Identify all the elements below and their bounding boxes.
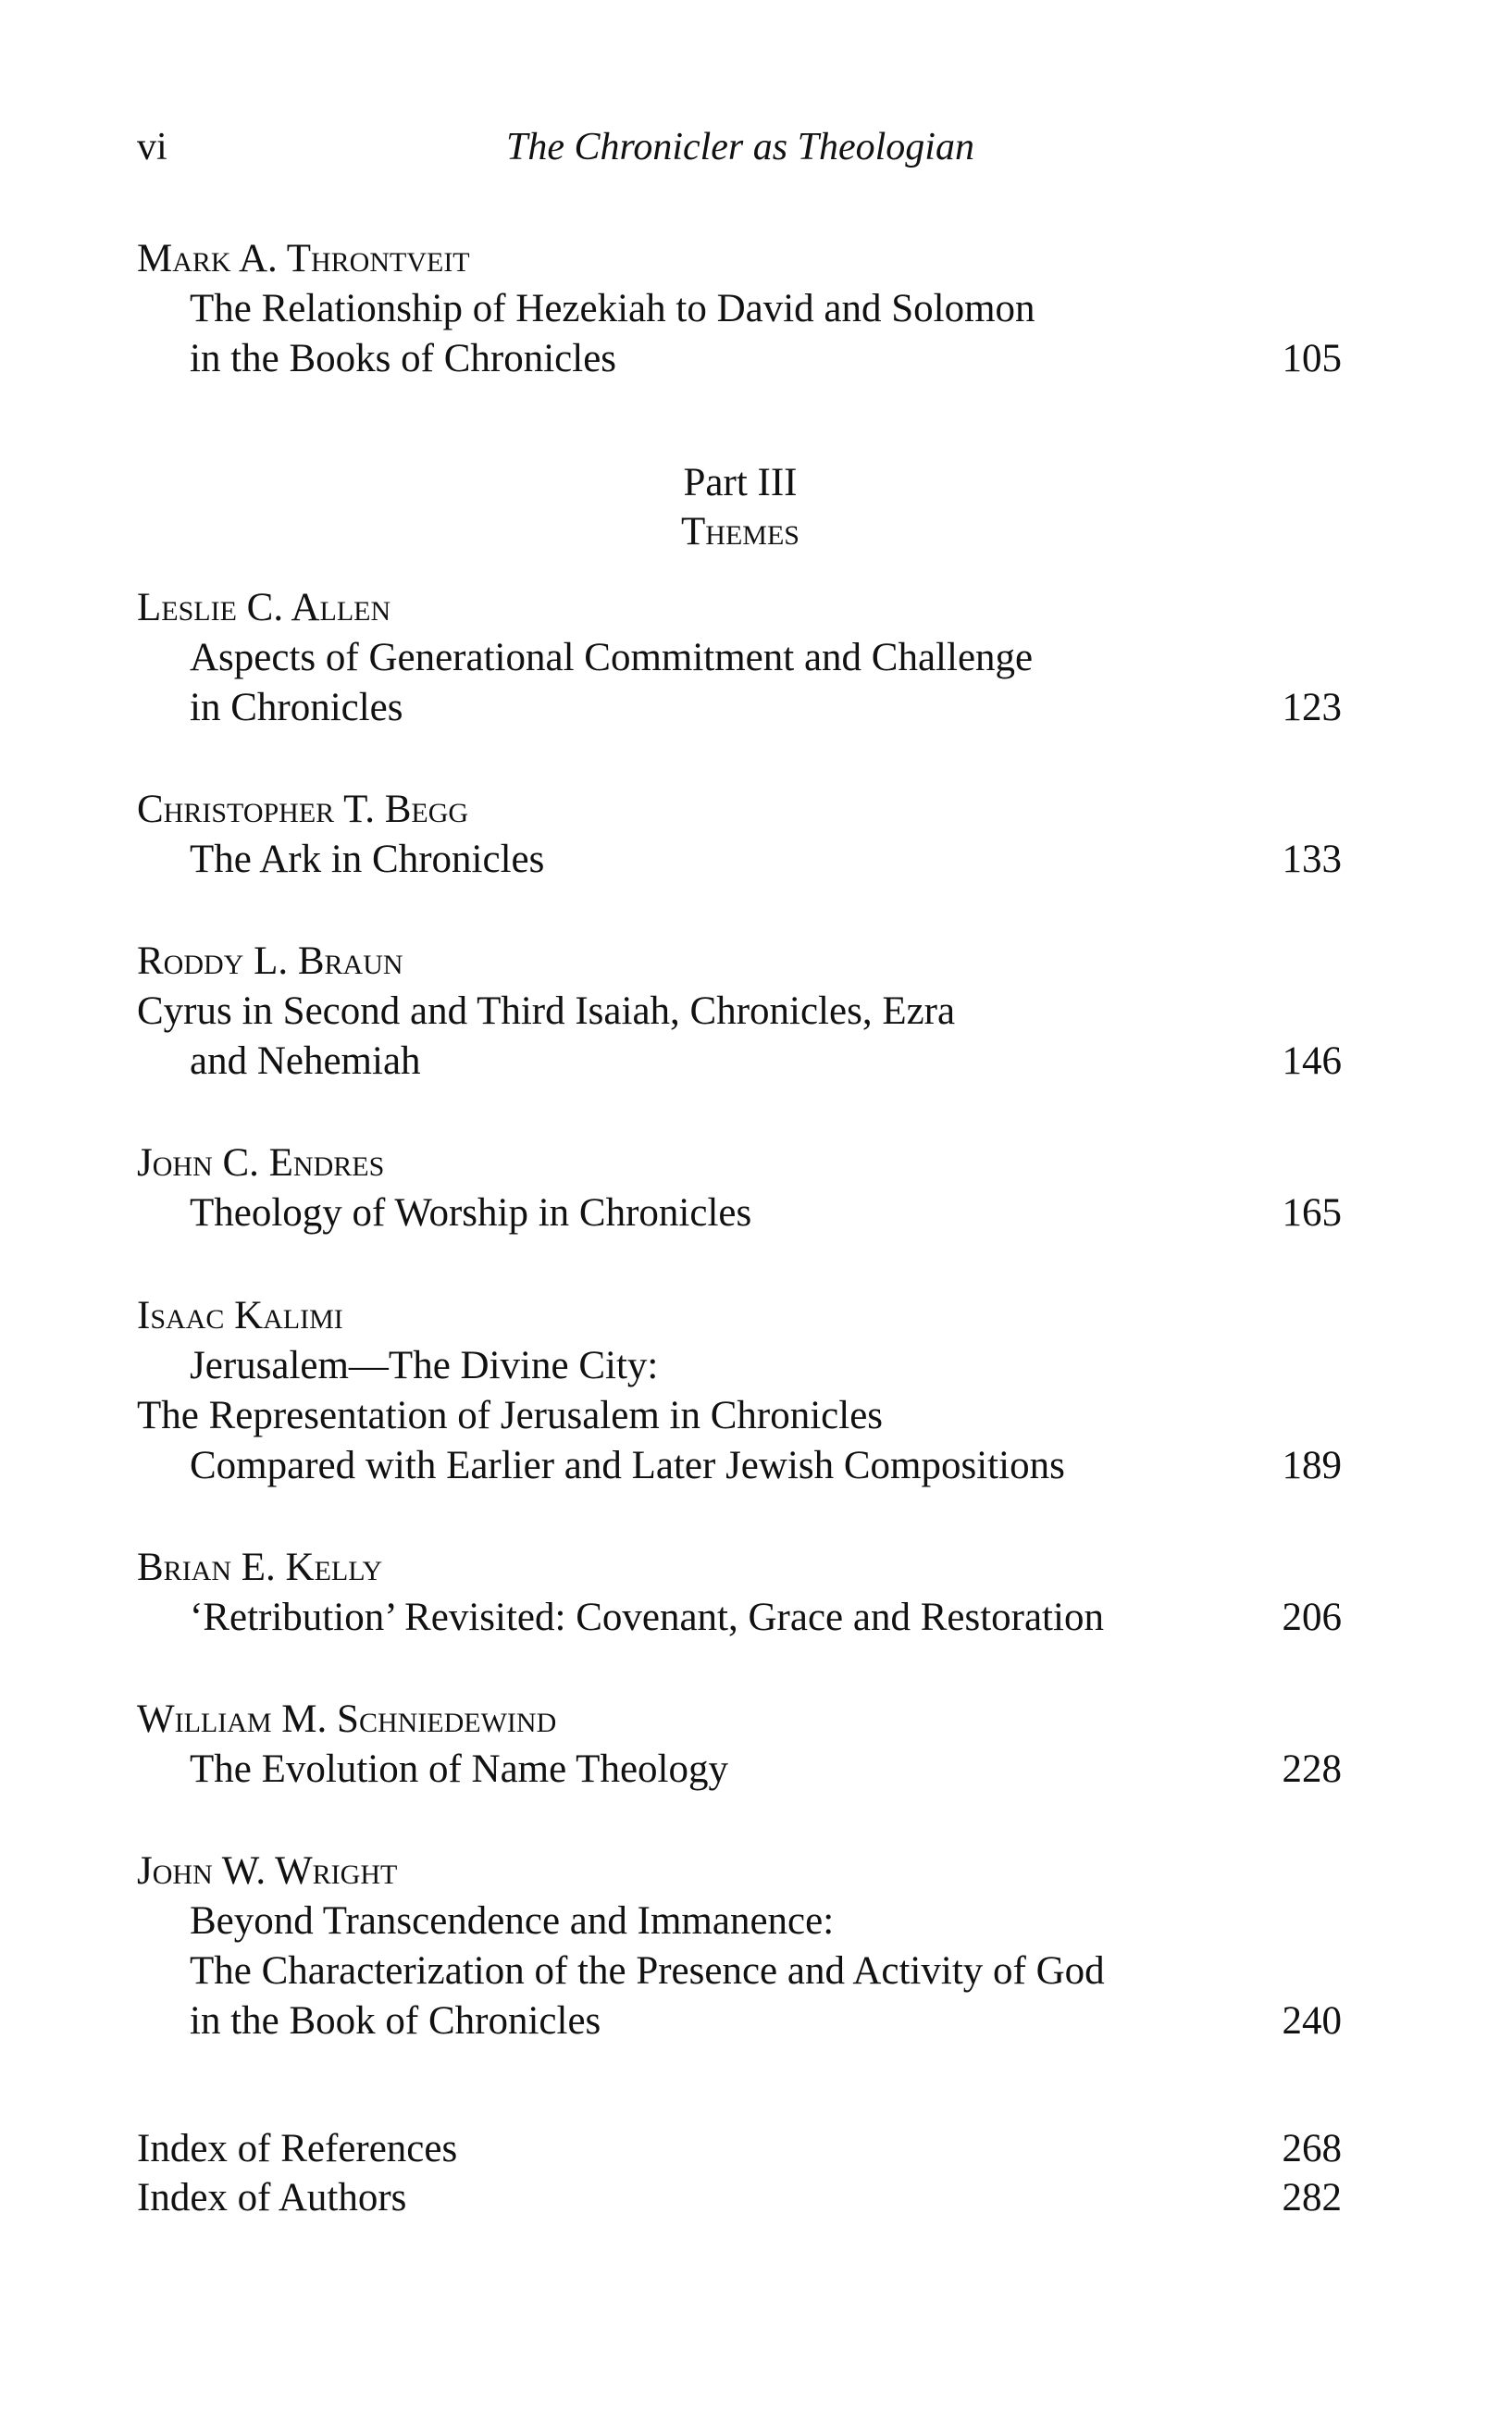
toc-title-kalimi-line2: The Representation of Jerusalem in Chronicles: [137, 1394, 884, 1437]
toc-title-wright-line3: in the Book of Chronicles: [190, 1999, 601, 2043]
toc-index-references: Index of References: [137, 2127, 458, 2170]
toc-title-begg-line1: The Ark in Chronicles: [190, 838, 545, 881]
running-head-title: The Chronicler as Theologian: [506, 126, 974, 168]
toc-index-authors: Index of Authors: [137, 2176, 407, 2219]
toc-title-allen-line2: in Chronicles: [190, 686, 403, 729]
toc-title-wright-line1: Beyond Transcendence and Immanence:: [190, 1899, 835, 1943]
toc-author-begg: Christopher T. Begg: [137, 788, 469, 831]
toc-title-kalimi-line1: Jerusalem—The Divine City:: [190, 1344, 659, 1387]
toc-page-braun: 146: [1282, 1039, 1342, 1083]
toc-author-kelly: Brian E. Kelly: [137, 1546, 383, 1589]
toc-page-index-references: 268: [1282, 2127, 1342, 2170]
toc-page-begg: 133: [1282, 838, 1342, 881]
toc-page-endres: 165: [1282, 1191, 1342, 1235]
toc-author-braun: Roddy L. Braun: [137, 939, 403, 983]
toc-author-wright: John W. Wright: [137, 1849, 398, 1893]
toc-page-kalimi: 189: [1282, 1444, 1342, 1487]
toc-author-endres: John C. Endres: [137, 1141, 385, 1185]
toc-title-endres-line1: Theology of Worship in Chronicles: [190, 1191, 752, 1235]
toc-author-schniedewind: William M. Schniedewind: [137, 1697, 557, 1741]
toc-author-throntveit: Mark A. Throntveit: [137, 237, 470, 280]
toc-title-throntveit-line2: in the Books of Chronicles: [190, 337, 617, 380]
part-label: Part III: [683, 461, 798, 504]
toc-page-index-authors: 282: [1282, 2176, 1342, 2219]
toc-page-wright: 240: [1282, 1999, 1342, 2043]
toc-title-kalimi-line3: Compared with Earlier and Later Jewish Compositions: [190, 1444, 1065, 1487]
toc-title-schniedewind-line1: The Evolution of Name Theology: [190, 1747, 728, 1791]
toc-author-kalimi: Isaac Kalimi: [137, 1294, 343, 1337]
toc-title-braun-line1: Cyrus in Second and Third Isaiah, Chronicles, Ezra: [137, 989, 956, 1033]
toc-title-throntveit-line1: The Relationship of Hezekiah to David and Solomon: [190, 287, 1035, 330]
toc-title-allen-line1: Aspects of Generational Commitment and Challenge: [190, 636, 1034, 679]
toc-title-braun-line2: and Nehemiah: [190, 1039, 421, 1083]
toc-page-allen: 123: [1282, 686, 1342, 729]
toc-page-throntveit: 105: [1282, 337, 1342, 380]
toc-title-kelly-line1: ‘Retribution’ Revisited: Covenant, Grace and Restoration: [190, 1596, 1104, 1639]
part-heading: Themes: [681, 510, 799, 553]
folio-number: vi: [137, 126, 167, 168]
toc-author-allen: Leslie C. Allen: [137, 586, 391, 629]
toc-title-wright-line2: The Characterization of the Presence and Activity of God: [190, 1949, 1105, 1993]
toc-page-schniedewind: 228: [1282, 1747, 1342, 1791]
toc-page-kelly: 206: [1282, 1596, 1342, 1639]
